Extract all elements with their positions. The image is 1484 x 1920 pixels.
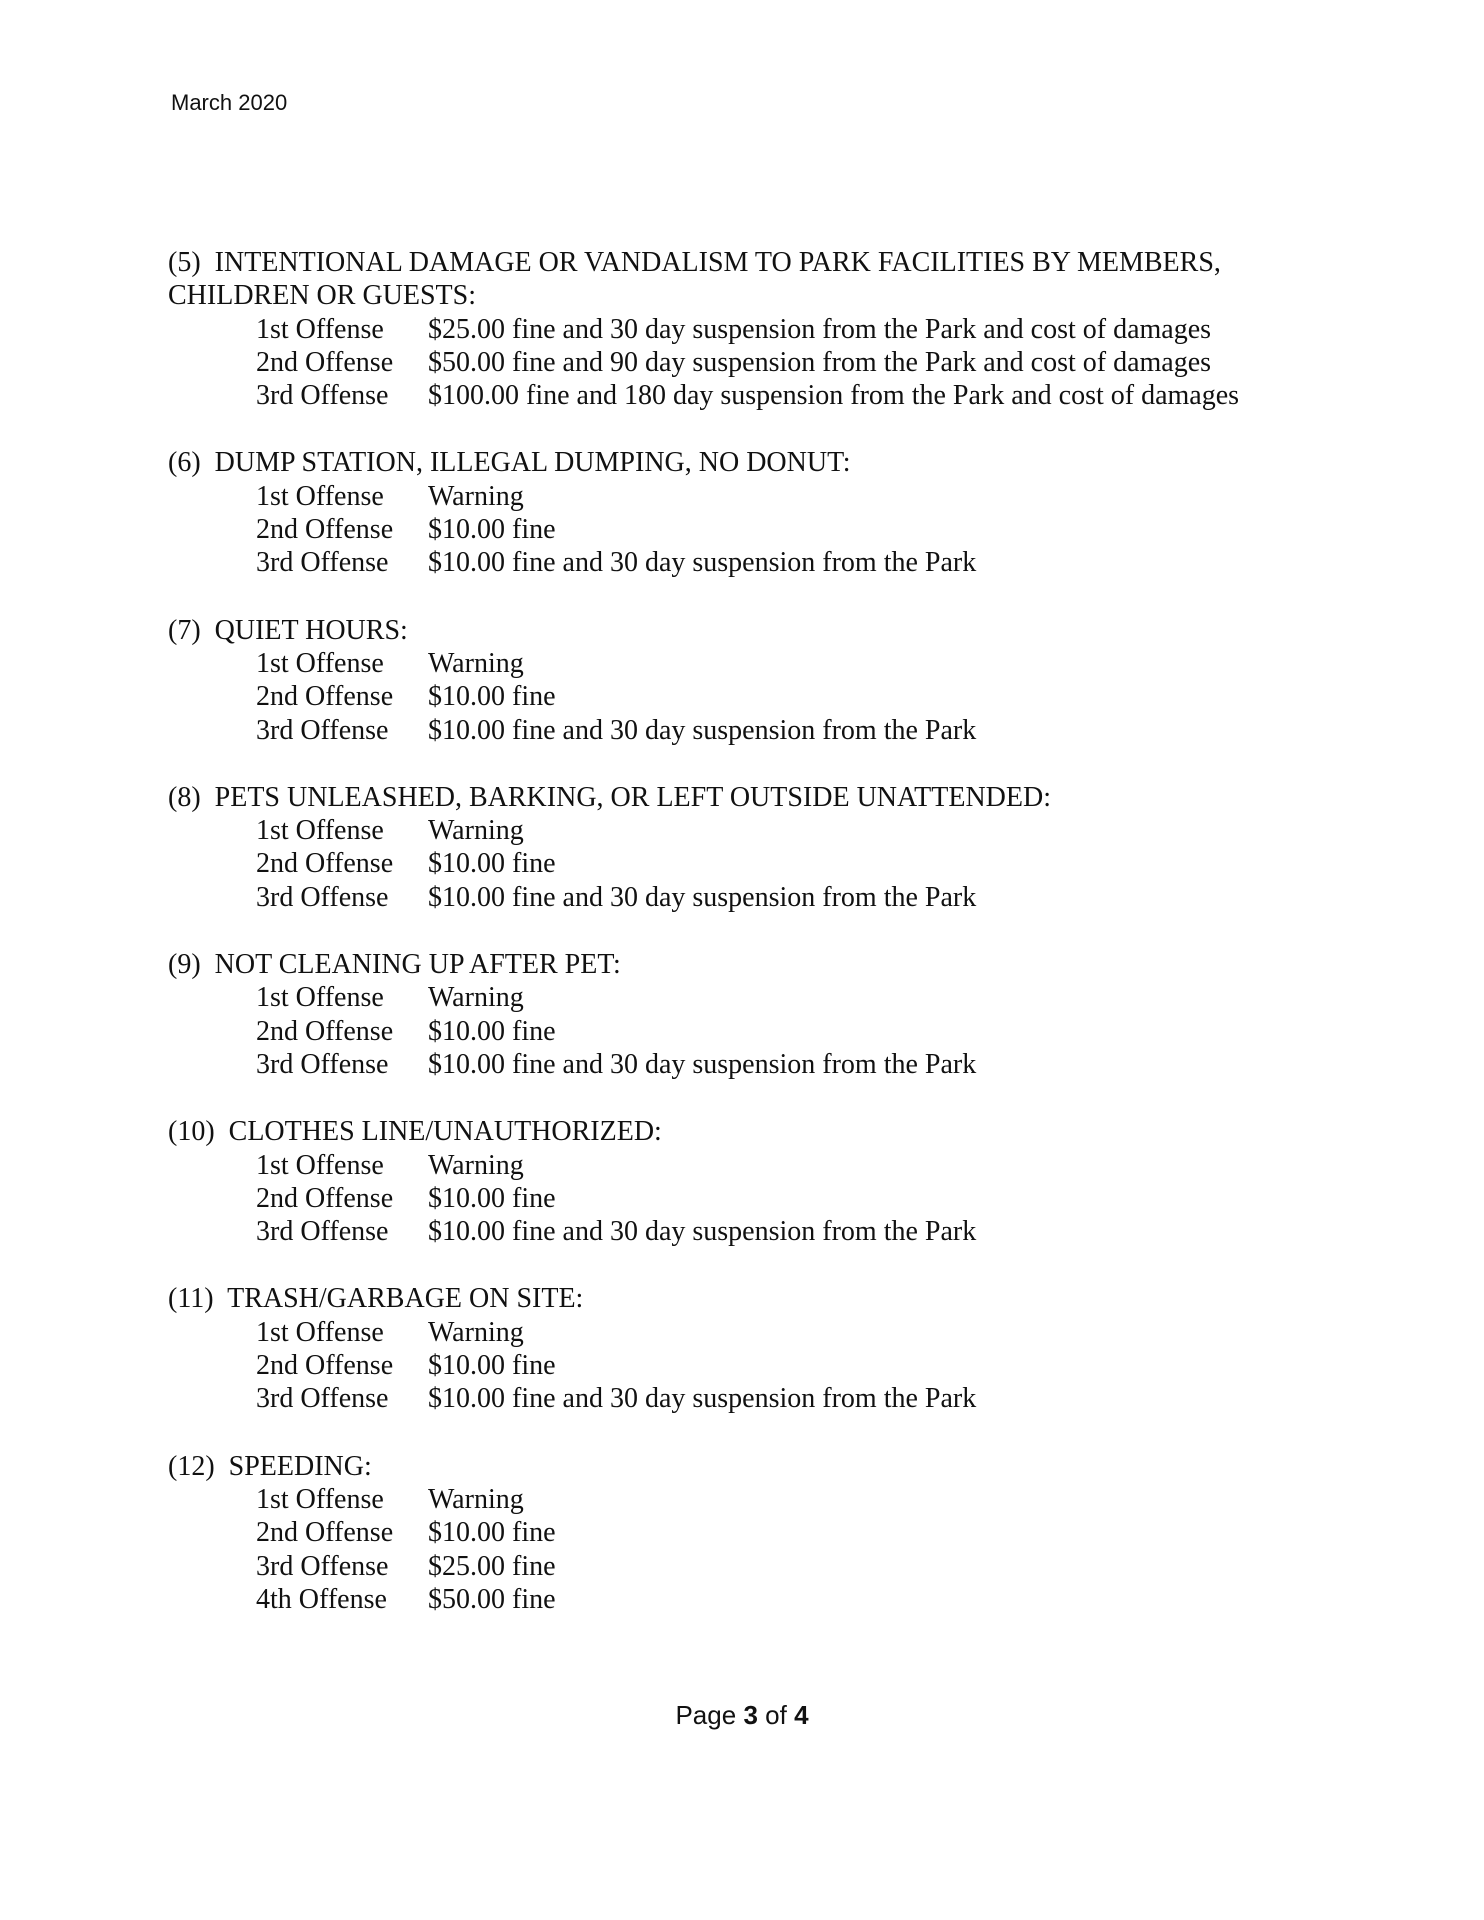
page-prefix: Page [675, 1700, 737, 1730]
offense-penalty: Warning [428, 647, 524, 679]
offense-row [168, 814, 1328, 847]
offense-penalty: $10.00 fine [428, 681, 556, 713]
offense-penalty: $25.00 fine and 30 day suspension from the Park and cost of damages [428, 313, 1212, 345]
section-6-dump-station [168, 446, 1328, 579]
offense-row [168, 1048, 1328, 1081]
offense-row [168, 1349, 1328, 1382]
offense-label: 3rd Offense [256, 714, 389, 746]
rules-content [168, 246, 1328, 1650]
offense-row [168, 1382, 1328, 1415]
offense-row [168, 546, 1328, 579]
offense-row [168, 1516, 1328, 1549]
offense-penalty: $50.00 fine and 90 day suspension from the Park and cost of damages [428, 346, 1212, 378]
offense-label: 1st Offense [256, 313, 384, 345]
offense-penalty: Warning [428, 1316, 524, 1348]
offense-penalty: $10.00 fine [428, 848, 556, 880]
offense-label: 2nd Offense [256, 1350, 394, 1382]
offense-row [168, 847, 1328, 880]
offense-label: 4th Offense [256, 1583, 387, 1615]
offense-label: 3rd Offense [256, 881, 389, 913]
offense-penalty: $10.00 fine and 30 day suspension from the Park [428, 881, 977, 913]
offense-label: 3rd Offense [256, 1550, 389, 1582]
offense-row [168, 379, 1328, 412]
offense-row [168, 647, 1328, 680]
offense-label: 3rd Offense [256, 380, 389, 412]
section-title: (9) NOT CLEANING UP AFTER PET: [168, 949, 621, 981]
offense-row [168, 1316, 1328, 1349]
offense-penalty: $10.00 fine [428, 1182, 556, 1214]
offense-row [168, 1182, 1328, 1215]
offense-row [168, 1149, 1328, 1182]
section-7-quiet-hours [168, 614, 1328, 747]
offense-row [168, 1483, 1328, 1516]
offense-label: 1st Offense [256, 982, 384, 1014]
offense-penalty: $10.00 fine and 30 day suspension from the Park [428, 1383, 977, 1415]
offense-label: 3rd Offense [256, 1048, 389, 1080]
offense-penalty: $10.00 fine and 30 day suspension from the Park [428, 547, 977, 579]
offense-penalty: $25.00 fine [428, 1550, 556, 1582]
offense-label: 1st Offense [256, 1483, 384, 1515]
offense-penalty: Warning [428, 815, 524, 847]
page-of-label: of [765, 1700, 787, 1730]
offense-row [168, 480, 1328, 513]
section-9-pet-cleanup [168, 948, 1328, 1081]
section-title: (11) TRASH/GARBAGE ON SITE: [168, 1283, 584, 1315]
offense-label: 2nd Offense [256, 1182, 394, 1214]
offense-penalty: Warning [428, 1149, 524, 1181]
offense-row [168, 981, 1328, 1014]
offense-penalty: $10.00 fine [428, 1015, 556, 1047]
section-title: (8) PETS UNLEASHED, BARKING, OR LEFT OUTSIDE UNATTENDED: [168, 781, 1051, 813]
offense-penalty: $10.00 fine and 30 day suspension from the Park [428, 1216, 977, 1248]
offense-penalty: $10.00 fine and 30 day suspension from the Park [428, 714, 977, 746]
offense-label: 2nd Offense [256, 1015, 394, 1047]
section-title: (5) INTENTIONAL DAMAGE OR VANDALISM TO PARK FACILITIES BY MEMBERS, CHILDREN OR GUESTS: [168, 247, 1228, 312]
header-date: March 2020 [171, 90, 288, 115]
offense-row [168, 1583, 1328, 1616]
section-8-pets-unleashed [168, 781, 1328, 914]
offense-label: 2nd Offense [256, 848, 394, 880]
offense-label: 1st Offense [256, 815, 384, 847]
offense-penalty: Warning [428, 480, 524, 512]
page-number-footer [0, 1700, 1484, 1731]
section-title: (10) CLOTHES LINE/UNAUTHORIZED: [168, 1116, 662, 1148]
offense-label: 1st Offense [256, 480, 384, 512]
section-11-trash-garbage [168, 1282, 1328, 1415]
offense-label: 1st Offense [256, 647, 384, 679]
offense-row [168, 1015, 1328, 1048]
offense-row [168, 714, 1328, 747]
offense-label: 1st Offense [256, 1149, 384, 1181]
offense-penalty: $10.00 fine and 30 day suspension from the Park [428, 1048, 977, 1080]
offense-penalty: Warning [428, 982, 524, 1014]
offense-label: 3rd Offense [256, 1216, 389, 1248]
section-title: (6) DUMP STATION, ILLEGAL DUMPING, NO DONUT: [168, 447, 851, 479]
offense-label: 3rd Offense [256, 547, 389, 579]
offense-row [168, 1550, 1328, 1583]
section-title: (7) QUIET HOURS: [168, 614, 408, 646]
current-page-number: 3 [743, 1700, 758, 1730]
offense-penalty: $50.00 fine [428, 1583, 556, 1615]
offense-label: 3rd Offense [256, 1383, 389, 1415]
section-5-intentional-damage [168, 246, 1328, 412]
offense-penalty: $10.00 fine [428, 514, 556, 546]
offense-penalty: $100.00 fine and 180 day suspension from the Park and cost of damages [428, 380, 1240, 412]
offense-row [168, 513, 1328, 546]
offense-penalty: Warning [428, 1483, 524, 1515]
offense-row [168, 680, 1328, 713]
offense-label: 2nd Offense [256, 681, 394, 713]
section-12-speeding [168, 1450, 1328, 1616]
offense-row [168, 313, 1328, 346]
offense-label: 1st Offense [256, 1316, 384, 1348]
offense-penalty: $10.00 fine [428, 1517, 556, 1549]
section-10-clothes-line [168, 1115, 1328, 1248]
offense-row [168, 881, 1328, 914]
offense-row [168, 346, 1328, 379]
offense-penalty: $10.00 fine [428, 1350, 556, 1382]
section-title: (12) SPEEDING: [168, 1450, 372, 1482]
offense-row [168, 1215, 1328, 1248]
total-pages-number: 4 [794, 1700, 809, 1730]
offense-label: 2nd Offense [256, 514, 394, 546]
offense-label: 2nd Offense [256, 346, 394, 378]
offense-label: 2nd Offense [256, 1517, 394, 1549]
